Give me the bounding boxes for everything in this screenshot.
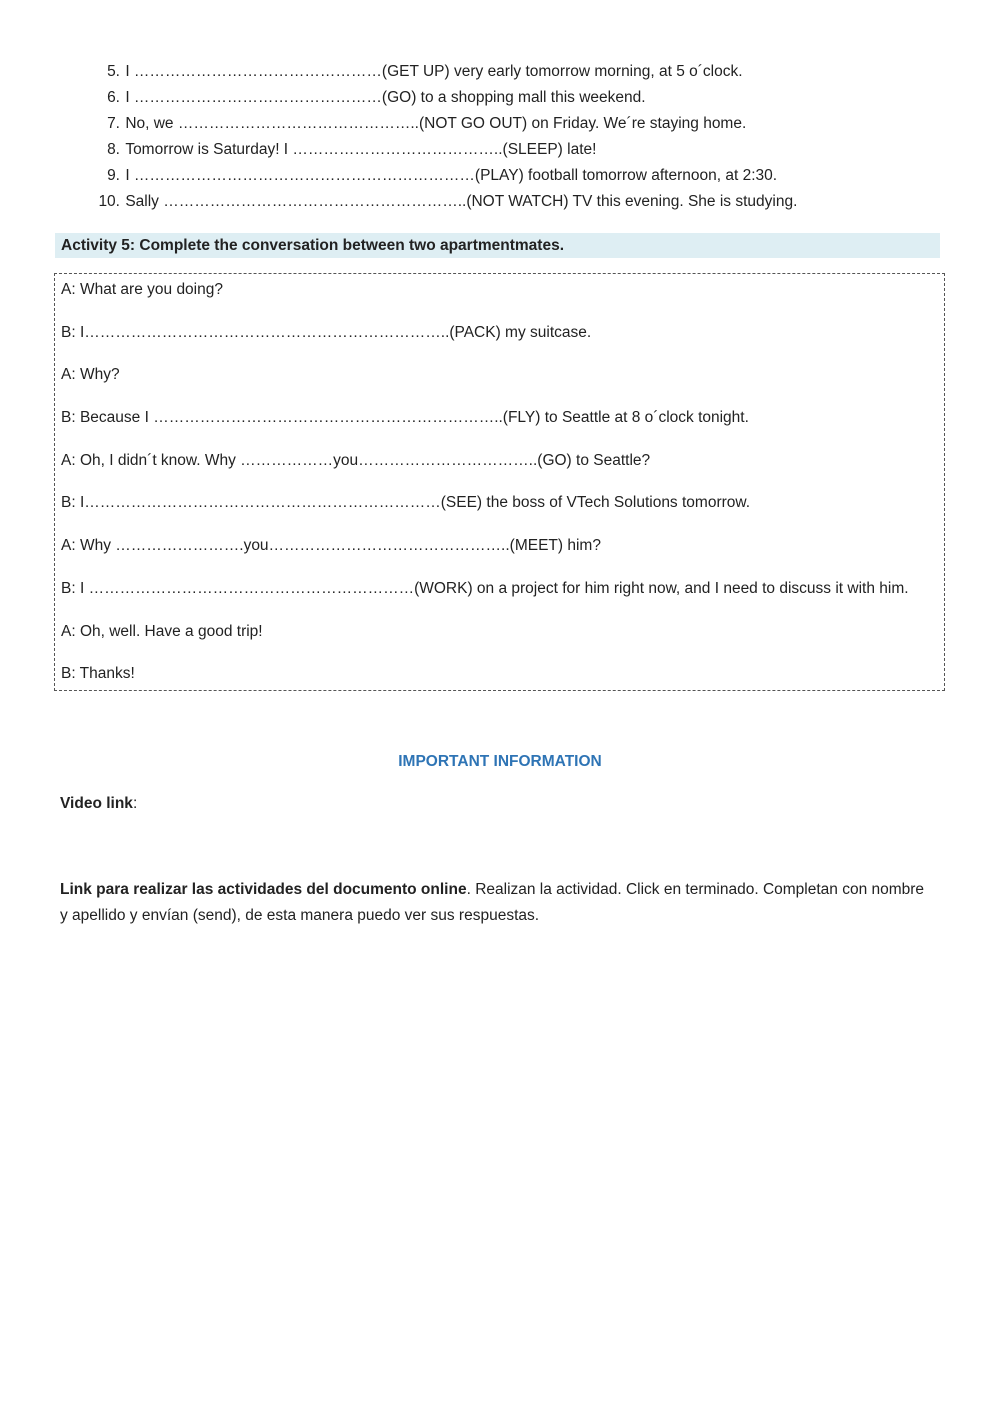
video-link-colon: : [132,795,138,812]
item-text: Tomorrow is Saturday! I …………………………………..(SLEEP) late! [125,141,597,158]
online-instructions: . Realizan la actividad. Click en terminado. Completan con nombre y apellido y envían (send), de esta manera puedo ver sus respuestas. [60,881,925,924]
list-item [80,137,960,163]
video-link-line [60,793,137,815]
item-text: I …………………………………………………………(PLAY) football tomorrow afternoon, at 2:30. [125,167,778,184]
conversation-line: A: What are you doing? [61,281,223,298]
item-text: No, we ………………………………………..(NOT GO OUT) on Friday. We´re staying home. [125,115,747,132]
video-link-label: Video link [60,795,133,812]
list-item [80,59,960,85]
conversation-line: B: Because I …………………………………………………………..(FLY) to Seattle at 8 o´clock tonight. [61,409,749,426]
exercise-list [80,59,960,215]
online-link-label: Link para realizar las actividades del documento online [60,881,467,898]
conversation-line: B: Thanks! [61,665,135,682]
conversation-line: B: I……………………………………………………………(SEE) the boss of VTech Solutions tomorrow. [61,494,751,511]
item-number: 7. [107,115,120,132]
conversation-line: A: Oh, I didn´t know. Why ………………you……………………………..(GO) to Seattle? [61,452,651,469]
list-item [80,85,960,111]
list-item [80,163,960,189]
item-number: 9. [107,167,120,184]
conversation-box [54,273,945,691]
important-information-heading: IMPORTANT INFORMATION [398,753,602,770]
list-item [80,111,960,137]
conversation-line: B: I……………………………………………………………..(PACK) my suitcase. [61,324,592,341]
list-item [80,189,960,215]
conversation-line: A: Oh, well. Have a good trip! [61,623,263,640]
conversation-line: A: Why …………………….you………………………………………..(MEET) him? [61,537,601,554]
online-activity-paragraph [60,877,930,929]
item-number: 8. [107,141,120,158]
item-number: 6. [107,89,120,106]
conversation-line: A: Why? [61,366,120,383]
conversation-line: B: I ………………………………………………………(WORK) on a project for him right now, and I need to discuss it with him. [61,580,909,597]
item-number: 10. [98,193,120,210]
item-text: Sally …………………………………………………..(NOT WATCH) TV this evening. She is studying. [125,193,798,210]
item-number: 5. [107,63,120,80]
item-text: I …………………………………………(GET UP) very early tomorrow morning, at 5 o´clock. [125,63,743,80]
item-text: I …………………………………………(GO) to a shopping mall this weekend. [125,89,646,106]
activity-5-title: Activity 5: Complete the conversation between two apartmentmates. [55,233,940,258]
